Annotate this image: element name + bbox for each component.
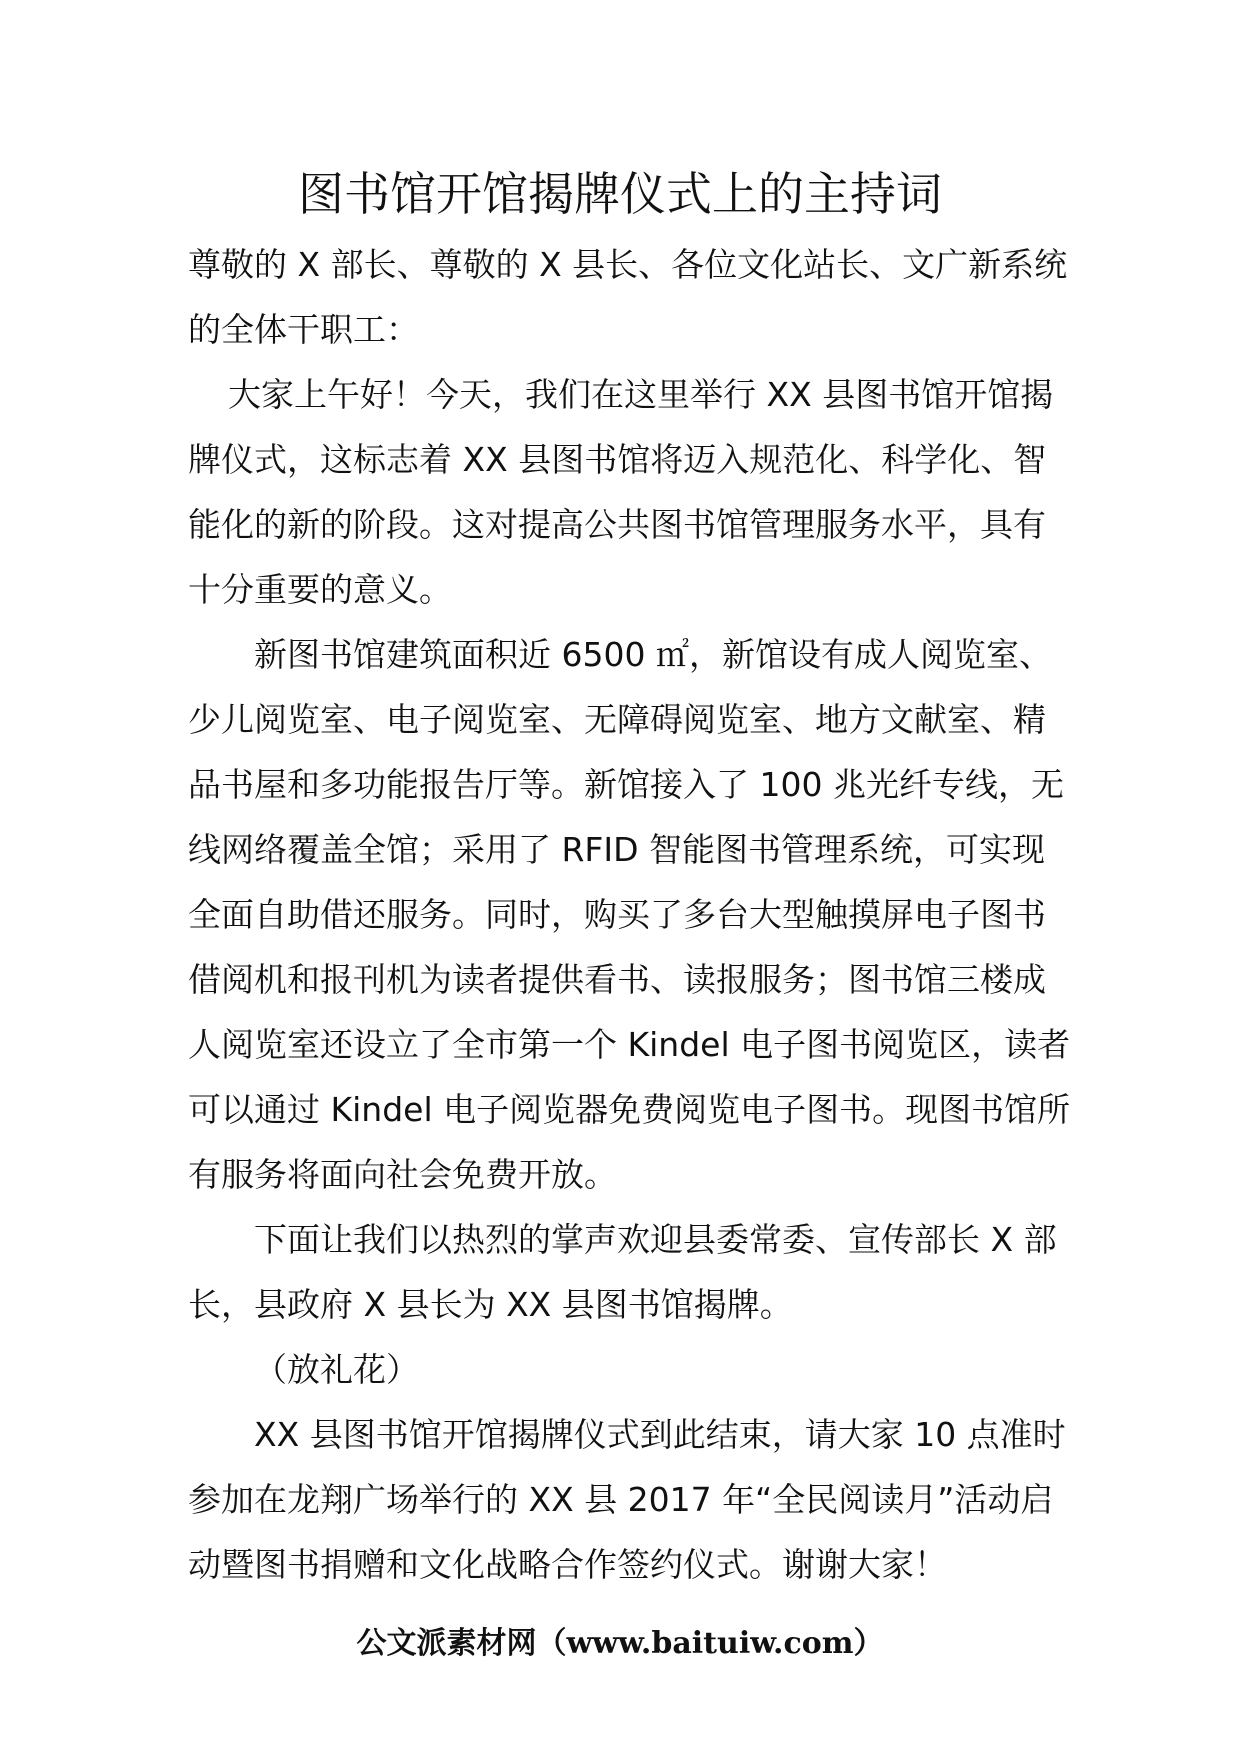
document-body (188, 232, 1078, 1597)
body-paragraph-greeting: 大家上午好！今天，我们在这里举行 XX 县图书馆开馆揭牌仪式，这标志着 XX 县图书馆将迈入规范化、科学化、智能化的新的阶段。这对提高公共图书馆管理服务水平，具有十分重要的意义。 (188, 375, 1054, 609)
body-paragraph-closing: XX 县图书馆开馆揭牌仪式到此结束，请大家 10 点准时参加在龙翔广场举行的 XX 县 2017 年“全民阅读月”活动启动暨图书捐赠和文化战略合作签约仪式。谢谢大家！ (188, 1415, 1066, 1584)
body-paragraph-unveiling: 下面让我们以热烈的掌声欢迎县委常委、宣传部长 X 部长，县政府 X 县长为 XX 县图书馆揭牌。 (188, 1220, 1057, 1324)
footer-source: 公文派素材网（www.baituiw.com） (356, 1626, 884, 1661)
salutation-paragraph: 尊敬的 X 部长、尊敬的 X 县长、各位文化站长、文广新系统的全体干职工： (188, 245, 1068, 349)
body-paragraph-facilities: 新图书馆建筑面积近 6500 ㎡，新馆设有成人阅览室、少儿阅览室、电子阅览室、无障碍阅览室、地方文献室、精品书屋和多功能报告厅等。新馆接入了 100 兆光纤专线，无线网络覆盖全馆；采用了 RFID 智能图书管理系统，可实现全面自助借还服务。同时，购买了多台大型触摸屏电子图书借阅机和报刊机为读者提供看书、读报服务；图书馆三楼成人阅览室还设立了全市第一个 Kindel 电子图书阅览区，读者可以通过 Kindel 电子阅览器免费阅览电子图书。现图书馆所有服务将面向社会免费开放。 (188, 635, 1071, 1194)
document-title: 图书馆开馆揭牌仪式上的主持词 (298, 167, 942, 221)
body-paragraph-fireworks: （放礼花） (254, 1350, 419, 1389)
